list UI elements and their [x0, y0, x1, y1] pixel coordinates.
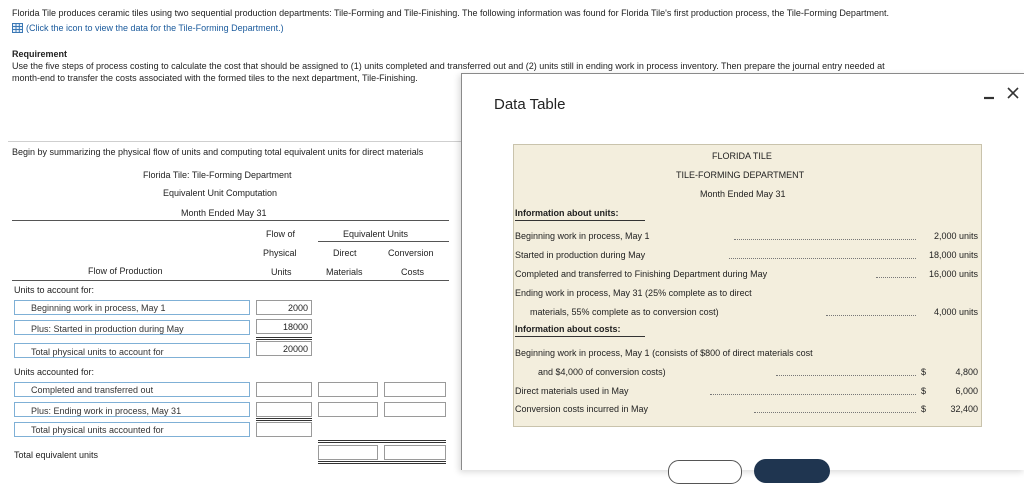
- cc-value: 32,400: [950, 404, 978, 414]
- worksheet-title: Florida Tile: Tile-Forming Department: [143, 170, 292, 180]
- beg-wip-value: 2,000 units: [933, 231, 978, 241]
- header-rule: [12, 220, 449, 221]
- col-header-physical: Physical: [263, 248, 297, 258]
- close-icon[interactable]: [1006, 86, 1020, 100]
- total-equivalent-label: Total equivalent units: [14, 450, 99, 460]
- row-started-label: Plus: Started in production during May: [31, 324, 184, 334]
- col-header-costs: Costs: [401, 267, 425, 277]
- ending-wip-dots: [826, 315, 916, 317]
- started-row: Started in production during May: [515, 250, 646, 260]
- print-button[interactable]: [668, 460, 742, 484]
- units-accounted-label: Units accounted for:: [14, 367, 95, 377]
- equivalent-rule: [318, 241, 449, 242]
- row-beg-wip-label: Beginning work in process, May 1: [31, 303, 166, 313]
- col-header-direct: Direct: [333, 248, 357, 258]
- units-to-account-label: Units to account for:: [14, 285, 95, 295]
- total-to-account-input[interactable]: 20000: [256, 341, 312, 356]
- department-name: TILE-FORMING DEPARTMENT: [676, 170, 805, 180]
- company-name: FLORIDA TILE: [712, 151, 772, 161]
- dm-value: 6,000: [955, 386, 978, 396]
- units-heading-rule: [515, 220, 645, 221]
- ending-wip-value: 4,000 units: [933, 307, 978, 317]
- ending-wip-row-2: materials, 55% complete as to conversion cost): [530, 307, 719, 317]
- beg-wip-row: Beginning work in process, May 1: [515, 231, 650, 241]
- data-table-modal: [461, 73, 1024, 470]
- data-panel: [513, 144, 982, 427]
- total-eq-bottom-rule: [318, 461, 446, 464]
- row-ending-wip-label: Plus: Ending work in process, May 31: [31, 406, 182, 416]
- ending-wip-row-1: Ending work in process, May 31 (25% complete as to direct: [515, 288, 752, 298]
- beg-cost-row-1: Beginning work in process, May 1 (consists of $800 of direct materials cost: [515, 348, 813, 358]
- col-header-equivalent: Equivalent Units: [343, 229, 409, 239]
- cc-currency: $: [921, 404, 927, 414]
- ending-wip-cc-input[interactable]: [384, 402, 446, 417]
- started-units-input[interactable]: 18000: [256, 319, 312, 334]
- dm-dots: [710, 394, 916, 396]
- started-value: 18,000 units: [928, 250, 978, 260]
- worksheet-subtitle: Equivalent Unit Computation: [163, 188, 278, 198]
- data-table-link[interactable]: (Click the icon to view the data for the Tile-Forming Department.): [26, 23, 284, 33]
- beg-cost-row-2: and $4,000 of conversion costs): [538, 367, 666, 377]
- beg-cost-dots: [776, 375, 916, 377]
- done-button[interactable]: [754, 459, 830, 483]
- beg-wip-dots: [734, 239, 916, 241]
- completed-value: 16,000 units: [928, 269, 978, 279]
- total-accounted-top-rule: [256, 418, 312, 421]
- minimize-icon[interactable]: [982, 90, 996, 104]
- worksheet-instruction: Begin by summarizing the physical flow of units and computing total equivalent units for direct materials: [12, 147, 424, 157]
- total-eq-top-rule: [318, 440, 446, 443]
- ending-wip-dm-input[interactable]: [318, 402, 378, 417]
- total-eq-cc-input[interactable]: [384, 445, 446, 460]
- cc-dots: [754, 412, 916, 414]
- costs-heading-rule: [515, 336, 645, 337]
- started-dots: [729, 258, 916, 260]
- requirement-heading: Requirement: [12, 49, 68, 59]
- cc-row: Conversion costs incurred in May: [515, 404, 649, 414]
- modal-title: Data Table: [494, 96, 566, 113]
- completed-dots: [876, 277, 916, 279]
- requirement-line-1: Use the five steps of process costing to calculate the cost that should be assigned to (1) units completed and transferred out and (2) units still in ending work in process inventory. Then prepare the journal entry needed at: [12, 61, 885, 71]
- data-table-icon[interactable]: [12, 23, 23, 33]
- row-total-accounted-label: Total physical units accounted for: [31, 425, 164, 435]
- beg-wip-units-input[interactable]: 2000: [256, 300, 312, 315]
- total-eq-dm-input[interactable]: [318, 445, 378, 460]
- completed-units-input[interactable]: [256, 382, 312, 397]
- beg-cost-currency: $: [921, 367, 927, 377]
- completed-row: Completed and transferred to Finishing Department during May: [515, 269, 768, 279]
- period-label: Month Ended May 31: [700, 189, 786, 199]
- column-rule: [12, 280, 449, 281]
- total-accounted-input[interactable]: [256, 422, 312, 437]
- total-to-account-top-rule: [256, 337, 312, 340]
- col-header-flow-of-production: Flow of Production: [88, 266, 163, 276]
- col-header-units: Units: [271, 267, 292, 277]
- dm-currency: $: [921, 386, 927, 396]
- col-header-flow: Flow of: [266, 229, 296, 239]
- units-heading: Information about units:: [515, 208, 619, 218]
- worksheet-period: Month Ended May 31: [181, 208, 267, 218]
- divider: [8, 141, 461, 142]
- completed-cc-input[interactable]: [384, 382, 446, 397]
- costs-heading: Information about costs:: [515, 324, 621, 334]
- row-completed-label: Completed and transferred out: [31, 385, 154, 395]
- dm-row: Direct materials used in May: [515, 386, 629, 396]
- beg-cost-value: 4,800: [955, 367, 978, 377]
- col-header-materials: Materials: [326, 267, 363, 277]
- completed-dm-input[interactable]: [318, 382, 378, 397]
- col-header-conversion: Conversion: [388, 248, 434, 258]
- intro-text: Florida Tile produces ceramic tiles using two sequential production departments: Tile-Forming and Tile-Finishing. The following information was found for Florida Tile's first production process, the Tile-Forming Department.: [12, 8, 889, 18]
- ending-wip-units-input[interactable]: [256, 402, 312, 417]
- row-total-to-account-label: Total physical units to account for: [31, 347, 164, 357]
- requirement-line-2: month-end to transfer the costs associated with the formed tiles to the next department, Tile-Finishing.: [12, 73, 418, 83]
